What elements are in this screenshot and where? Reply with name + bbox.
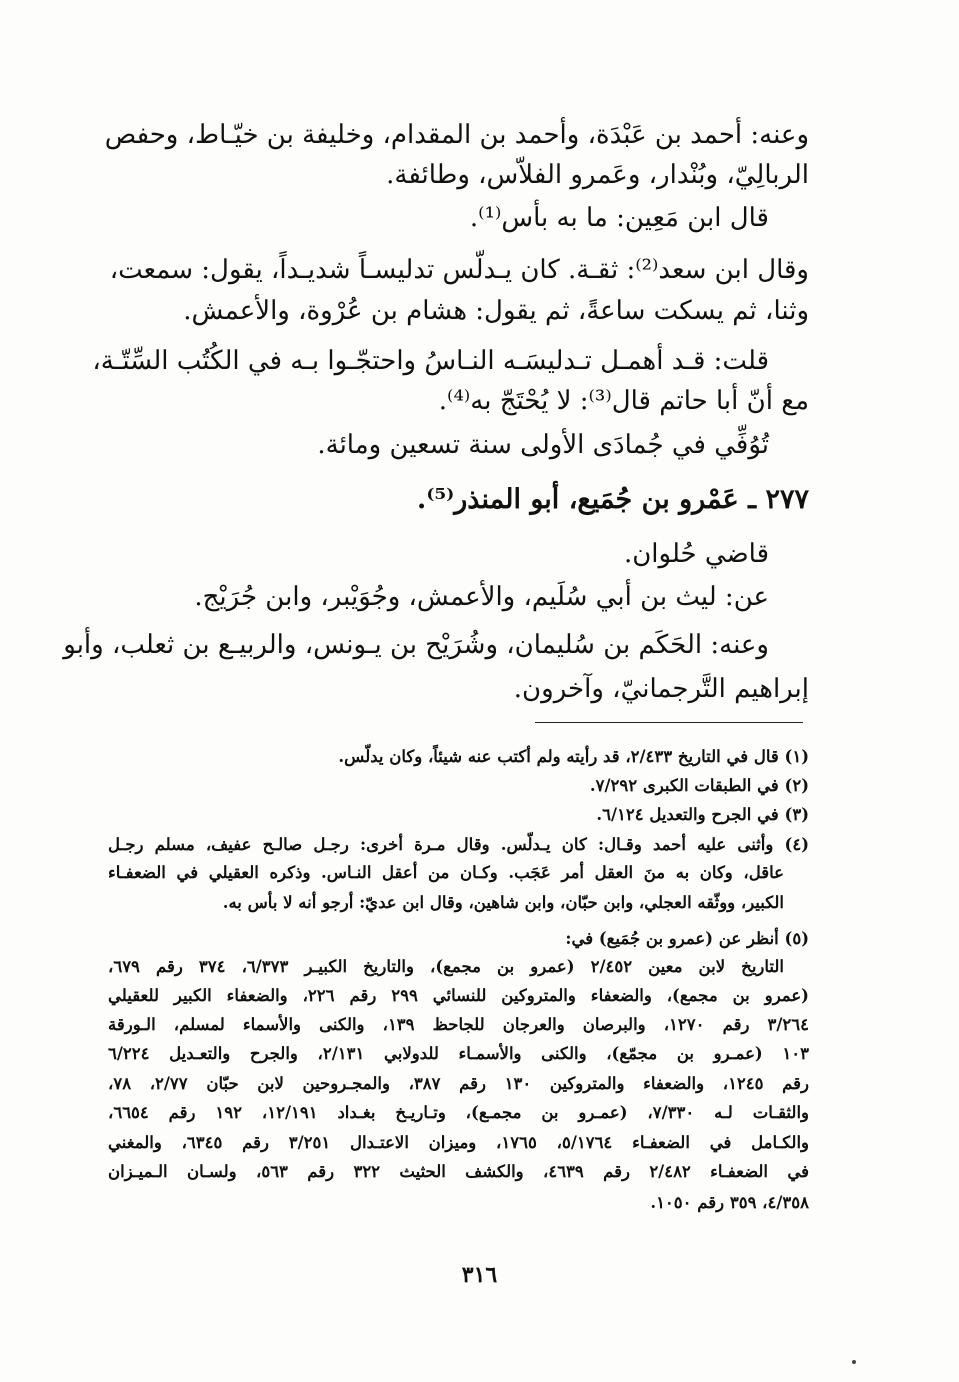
text-line: وثنا، ثم يسكت ساعةً، ثم يقول: هشام بن عُرْوة، والأعمش.: [183, 296, 809, 326]
footnote-4-line: عاقل، وكان به منَ العقل أمر عَجَب. وكـان من أعقل النـاس. وذكره العقيلي في الضعفـاء: [108, 863, 784, 882]
footnote-5-line: ١٠٣ (عمـرو بن مجمّع)، والكنى والأسمـاء للدولابي ٢/١٣١، والجرح والتعـديل ٦/٢٢٤: [108, 1044, 809, 1063]
footnote-5-line: في الضعفـاء ٢/٤٨٢ رقم ٤٦٣٩، والكشف الحثيث ٣٢٢ رقم ٥٦٣، ولسـان الـميـزان: [108, 1162, 809, 1181]
footnote-1: (١) قال في التاريخ ٢/٤٣٣، قد رأيته ولم أكتب عنه شيئاً، وكان يدلّس.: [338, 747, 809, 766]
footnote-5-line: ٣/٢٦٤ رقم ١٢٧٠، والبرصان والعرجان للجاحظ ١٣٩، والكنى والأسماء لمسلم، الـورقة: [108, 1015, 809, 1034]
footnote-5-line: ٤/٣٥٨، ٣٥٩ رقم ١٠٥٠.: [650, 1193, 809, 1212]
footnote-5-line: (٥) أنظر عن (عمرو بن جُمَيع) في:: [565, 929, 809, 948]
text-line: قلت: قـد أهمـل تـدليسَـه النـاسُ واحتجّـوا بـه في الكُتُب السِّتّـة،: [92, 346, 769, 376]
text-line: وعنه: أحمد بن عَبْدَة، وأحمد بن المقدام، وخليفة بن خيّـاط، وحفص: [104, 120, 809, 150]
text-line: وعنه: الحَكَم بن سُليمان، وشُرَيْح بن يـونس، والربيـع بن ثعلب، وأبو: [63, 630, 769, 660]
text-line: عن: ليث بن أبي سُلَيم، والأعمش، وجُوَيْبر، وابن جُرَيْج.: [194, 582, 769, 612]
text-line: مع أنّ أبا حاتم قال⁽³⁾: لا يُحْتَجّ به⁽⁴⁾.: [438, 386, 809, 416]
footnote-4-line: الكبير، ووثّقه العجلي، وابن حبّان، وابن شاهين، وقال ابن عديّ: أرجو أنه لا بأس به.: [222, 893, 784, 912]
footnote-5-line: التاريخ لابن معين ٢/٤٥٢ (عمرو بن مجمع)، والتاريخ الكبيـر ٦/٣٧٣، ٣٧٤ رقم ٦٧٩،: [108, 957, 784, 976]
page-number: ٣١٦: [461, 1262, 498, 1288]
text-line: وقال ابن سعد⁽²⁾: ثقـة. كان يـدلّس تدليسـاً شديـداً، يقول: سمعت،: [109, 255, 809, 285]
text-line: إبراهيم التَّرجمانيّ، وآخرون.: [513, 674, 809, 704]
text-line: قال ابن مَعِين: ما به بأس⁽¹⁾.: [469, 203, 769, 233]
footnote-4-line: (٤) وأثنى عليه أحمد وقـال: كان يـدلّس. وقال مـرة أخرى: رجـل صالـح عفيف، مسلم رجـل: [108, 835, 809, 854]
scan-speck: [852, 1360, 856, 1364]
text-line: تُوُفِّي في جُمادَى الأولى سنة تسعين ومائة.: [317, 430, 769, 460]
footnote-5-line: والثقـات لـه ٧/٣٣٠، (عمـرو بن مجمـع)، وتـاريـخ بغـداد ١٢/١٩١، ١٩٢ رقم ٦٦٥٤،: [108, 1103, 809, 1122]
footnote-divider: [535, 722, 803, 723]
footnote-5-line: والكـامل في الضعفـاء ٥/١٧٦٤، ١٧٦٥، وميزان الاعتـدال ٣/٢٥١ رقم ٦٣٤٥، والمغني: [108, 1133, 809, 1152]
footnote-5-line: (عمرو بن مجمع)، والضعفاء والمتروكين للنسائي ٢٩٩ رقم ٢٢٦، والضعفاء الكبير للعقيلي: [108, 986, 809, 1005]
footnote-5-line: رقم ١٢٤٥، والضعفاء والمتروكين ١٣٠ رقم ٣٨٧، والمجـروحين لابن حبّان ٢/٧٧، ٧٨،: [108, 1074, 810, 1093]
footnote-3: (٣) في الجرح والتعديل ٦/١٢٤.: [596, 805, 809, 824]
text-line: قاضي حُلوان.: [623, 539, 769, 569]
entry-heading: ٢٧٧ ـ عَمْرو بن جُمَيع، أبو المنذر⁽⁵⁾.: [416, 484, 809, 515]
footnote-2: (٢) في الطبقات الكبرى ٧/٢٩٢.: [589, 776, 809, 795]
text-line: الربالِيّ، وبُنْدار، وعَمرو الفلاّس، وطائفة.: [386, 160, 809, 190]
